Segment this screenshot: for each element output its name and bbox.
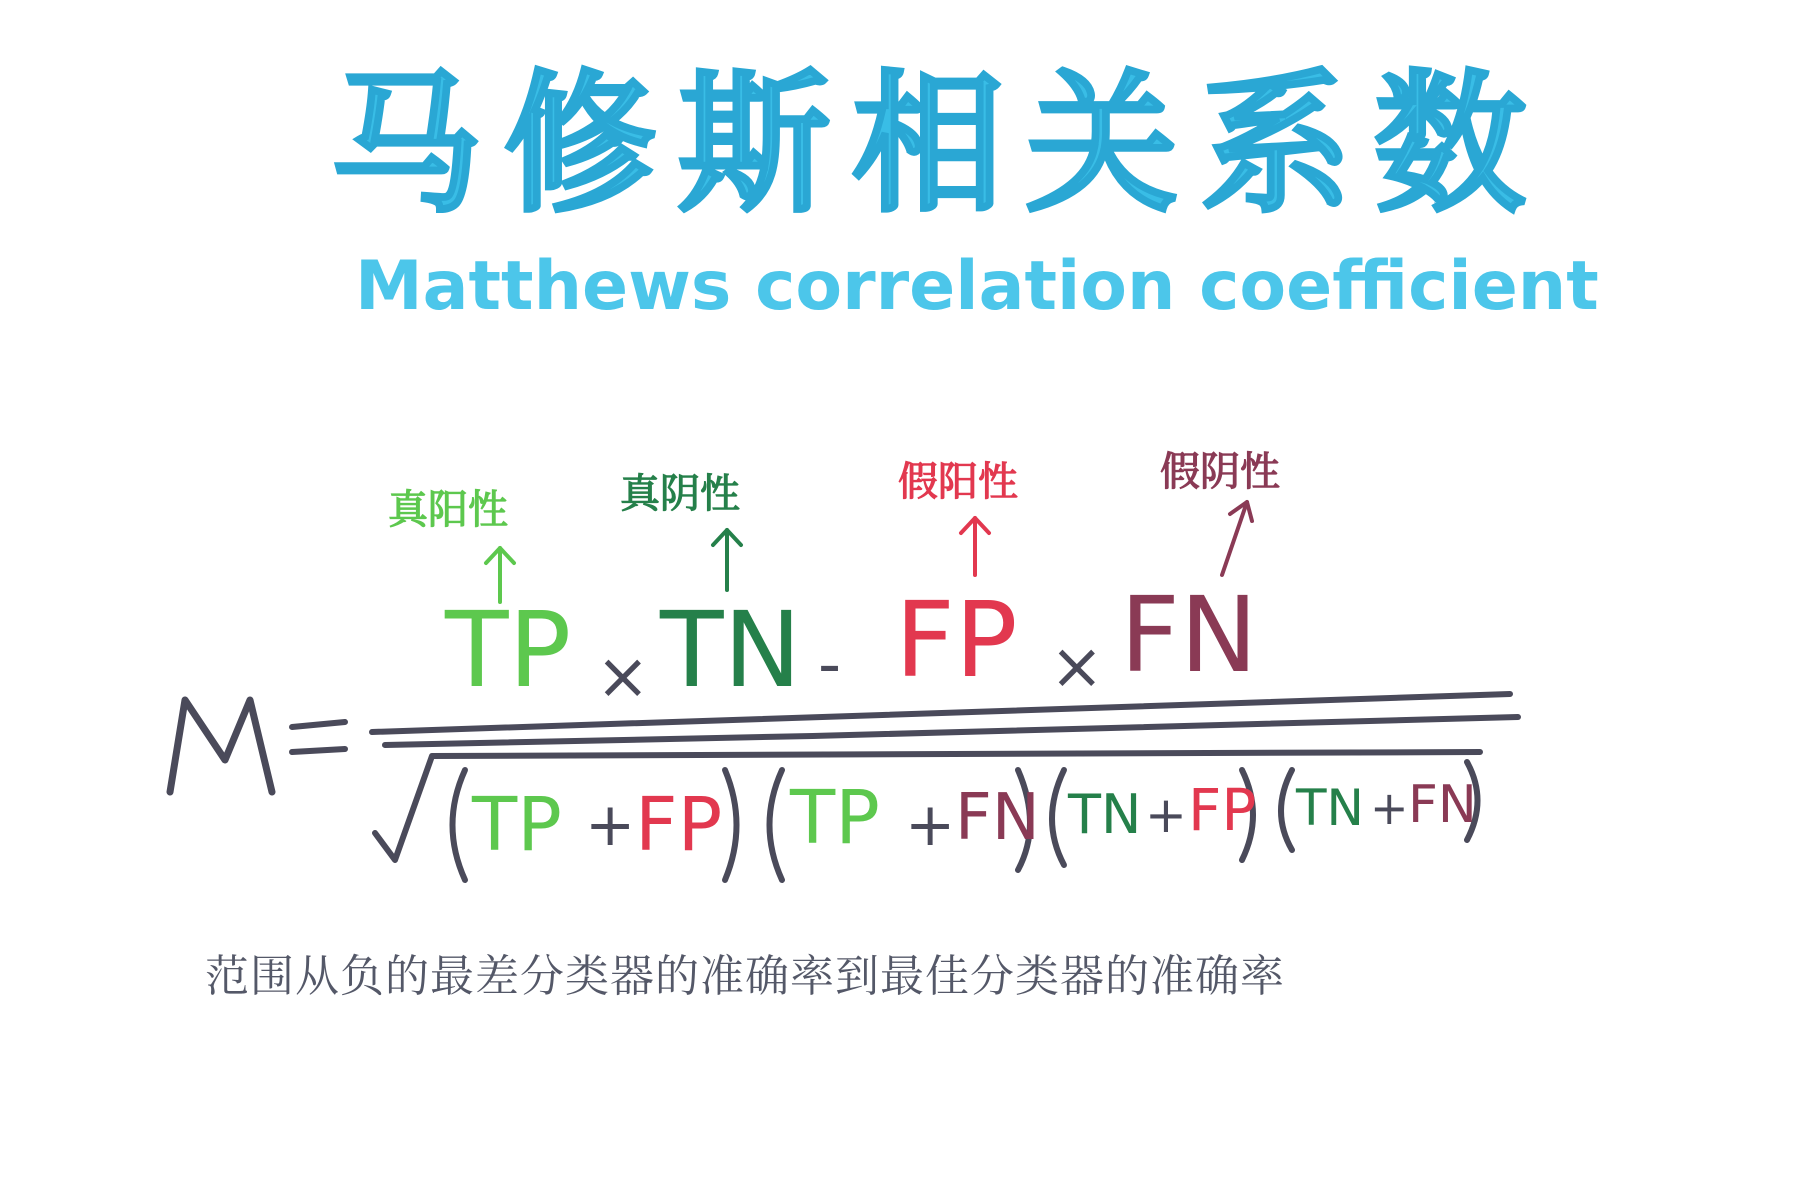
label-false-positive: 假阳性: [898, 459, 1018, 505]
denom-g1-tp: TP: [472, 782, 562, 868]
symbol-m-icon: [170, 700, 272, 792]
denom-g1-fp: FP: [635, 782, 723, 868]
denom-g3-plus: +: [1145, 786, 1187, 844]
formula-lhs: M: [150, 880, 151, 881]
title-english: Matthews correlation coefficient: [355, 247, 1599, 326]
denom-g4-fn: FN: [1408, 775, 1477, 835]
numerator-fp: FP: [895, 579, 1018, 701]
denom-g4-tn: TN: [1296, 779, 1364, 837]
denom-g4-plus: +: [1370, 781, 1409, 835]
denom-g2-plus: +: [905, 790, 956, 860]
numerator-tp: TP: [445, 589, 572, 711]
label-true-positive: 真阳性: [388, 487, 508, 533]
denom-g2-fn: FN: [955, 781, 1040, 855]
denom-g3-fp: FP: [1188, 776, 1257, 844]
numerator-fn: FN: [1120, 574, 1258, 696]
label-true-negative: 真阴性: [620, 471, 740, 517]
title-chinese: 马修斯相关系数: [330, 56, 1548, 233]
numerator-times-2: ×: [1050, 630, 1104, 704]
denom-g3-tn: TN: [1068, 783, 1142, 846]
arrow-fn-icon: [1222, 502, 1252, 575]
numerator-tn: TN: [660, 589, 802, 711]
caption: 范围从负的最差分类器的准确率到最佳分类器的准确率: [205, 951, 1285, 1002]
arrow-fp-icon: [961, 518, 989, 575]
denom-g2-tp: TP: [790, 775, 880, 861]
numerator-times-1: ×: [596, 640, 650, 714]
numerator-minus: -: [818, 628, 842, 702]
label-false-negative: 假阴性: [1160, 449, 1280, 495]
equals-icon: [292, 722, 345, 752]
arrow-tn-icon: [713, 530, 741, 590]
denom-g1-plus: +: [585, 790, 636, 860]
